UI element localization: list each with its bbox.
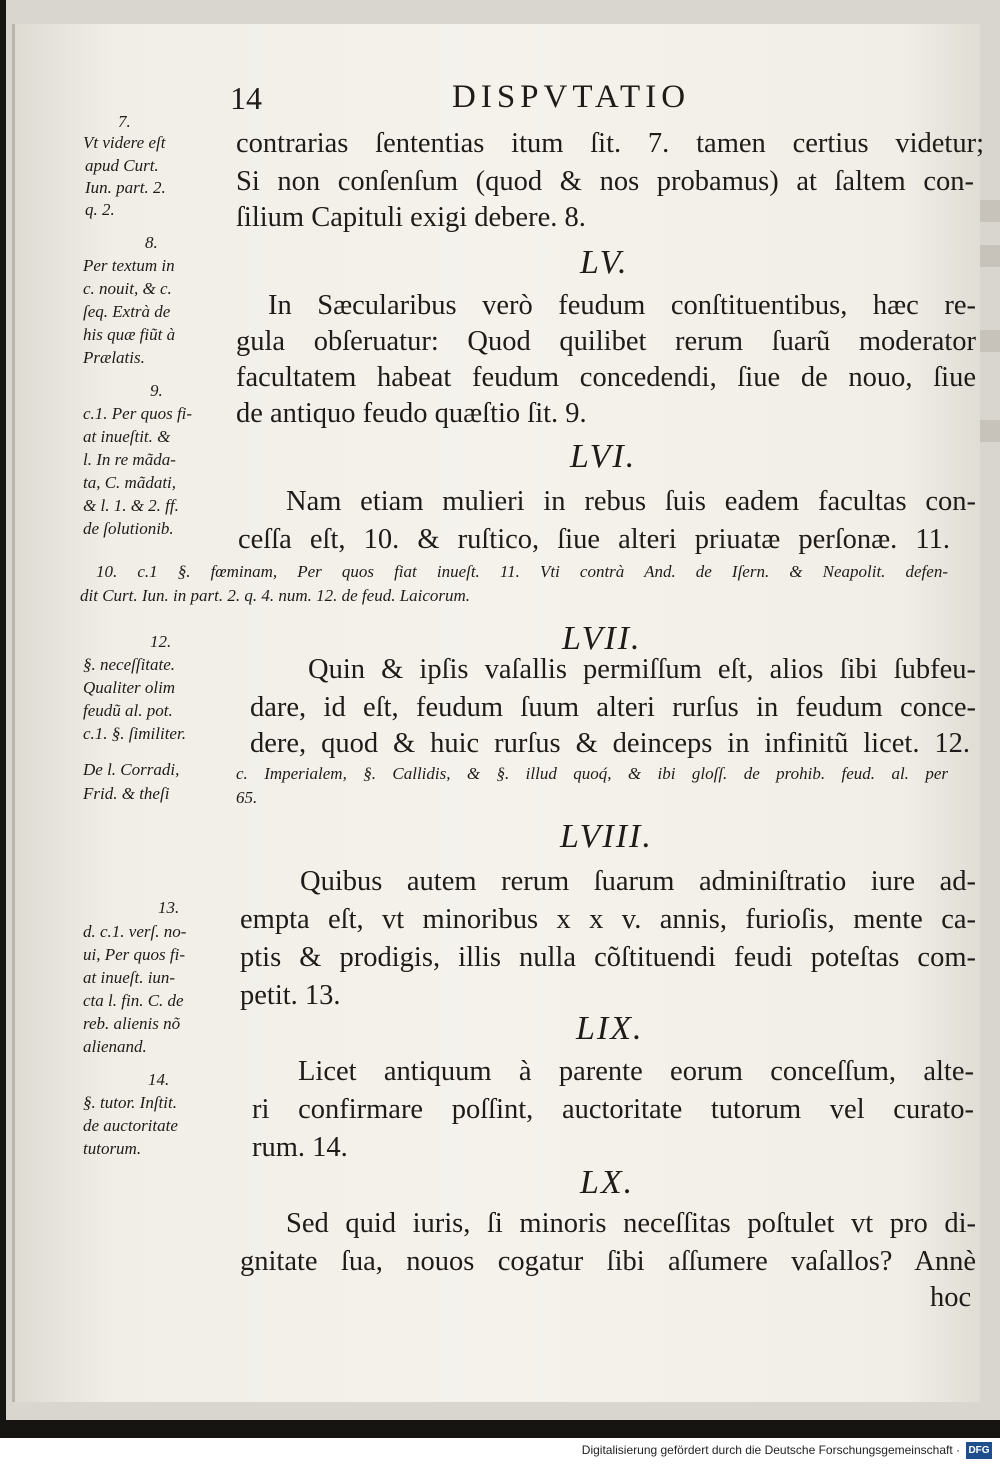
margin-note: 12. (150, 632, 172, 651)
margin-note: 7. (118, 112, 131, 131)
text-line: dare, id eſt, feudum ſuum alteri rurſus in feudum conce- (250, 692, 976, 723)
footer-bar (0, 1438, 1000, 1464)
footnote-line: 65. (236, 788, 258, 807)
page-number: 14 (230, 80, 262, 116)
text-line: empta eſt, vt minoribus x x v. annis, furioſis, mente ca- (240, 904, 976, 935)
text-line: Quibus autem rerum ſuarum adminiſtratio iure ad- (300, 866, 976, 897)
margin-note: cta l. fin. C. de (83, 991, 184, 1010)
margin-note: at inueſtit. & (83, 427, 171, 446)
section-heading-lix: LIX. (576, 1010, 644, 1047)
text-line: facultatem habeat feudum concedendi, ſiue de nouo, ſiue (236, 362, 976, 393)
margin-note: ui, Per quos fi- (83, 945, 185, 964)
margin-note: ta, C. mãdati, (83, 473, 177, 492)
margin-note: Qualiter olim (83, 678, 176, 697)
text-line: Nam etiam mulieri in rebus ſuis eadem facultas con- (286, 486, 976, 517)
footnote-line: 10. c.1 §. fœminam, Per quos fiat inueſt. 11. Vti contrà And. de Iſern. & Neapolit. defen- (96, 562, 948, 581)
section-heading-lviii: LVIII. (560, 818, 653, 855)
margin-note: Per textum in (83, 256, 175, 275)
text-line: gula obſeruatur: Quod quilibet rerum ſuarũ moderator (236, 326, 976, 357)
text-line: Si non conſenſum (quod & nos probamus) at ſaltem con- (236, 166, 974, 197)
margin-note: c. nouit, & c. (83, 279, 172, 298)
margin-note: q. 2. (85, 200, 115, 219)
catchword: hoc (930, 1282, 972, 1313)
margin-note: de auctoritate (83, 1116, 178, 1135)
margin-note: §. tutor. Inſtit. (83, 1093, 177, 1112)
margin-note: at inueſt. iun- (83, 968, 176, 987)
margin-note: l. In re mãda- (83, 450, 176, 469)
margin-note: Prælatis. (83, 348, 145, 367)
margin-note: de ſolutionib. (83, 519, 174, 538)
text-line: ri confirmare poſſint, auctoritate tutorum vel curato- (252, 1094, 974, 1125)
margin-note: apud Curt. (85, 156, 159, 175)
margin-note: Frid. & theſi (83, 784, 170, 803)
margin-note: §. neceſſitate. (83, 655, 176, 674)
section-heading-lvi: LVI. (570, 438, 637, 475)
text-line: Licet antiquum à parente eorum conceſſum, alte- (298, 1056, 974, 1087)
margin-note: De l. Corradi, (83, 760, 180, 779)
text-line: petit. 13. (240, 980, 341, 1011)
text-line: Sed quid iuris, ſi minoris neceſſitas poſtulet vt pro di- (286, 1208, 976, 1239)
text-line: In Sæcularibus verò feudum conſtituentibus, hæc re- (268, 290, 976, 321)
text-line: ſilium Capituli exigi debere. 8. (236, 202, 586, 233)
margin-note: 14. (148, 1070, 170, 1089)
margin-note: 8. (145, 233, 158, 252)
margin-note: Vt videre eſt (83, 133, 166, 152)
text-line: Quin & ipſis vaſallis permiſſum eſt, alios ſibi ſubfeu- (308, 654, 976, 685)
text-line: contrarias ſententias itum ſit. 7. tamen certius videtur; (236, 128, 984, 159)
section-heading-lx: LX. (580, 1164, 635, 1201)
section-heading-lvii: LVII. (562, 620, 642, 657)
margin-note: d. c.1. verſ. no- (83, 922, 187, 941)
margin-note: c.1. Per quos fi- (83, 404, 193, 423)
footnote-line: c. Imperialem, §. Callidis, & §. illud quoq́, & ibi gloſſ. de prohib. feud. al. per (236, 764, 948, 783)
margin-note: reb. alienis nõ (83, 1014, 181, 1033)
running-title: DISPVTATIO (452, 79, 691, 115)
text-line: ceſſa eſt, 10. & ruſtico, ſiue alteri priuatæ perſonæ. 11. (238, 524, 950, 555)
text-line: ptis & prodigis, illis nulla cõſtituendi feudi poteſtas com- (240, 942, 976, 973)
margin-note: his quæ fiũt à (83, 325, 176, 344)
margin-note: 9. (150, 381, 163, 400)
margin-note: Iun. part. 2. (85, 178, 166, 197)
margin-note: c.1. §. ſimiliter. (83, 724, 186, 743)
margin-note: & l. 1. & 2. ff. (83, 496, 179, 515)
margin-note: tutorum. (83, 1139, 142, 1158)
text-line: gnitate ſua, nouos cogatur ſibi aſſumere vaſallos? Annè (240, 1246, 976, 1277)
footer-credit: Digitalisierung gefördert durch die Deutsche Forschungsgemeinschaft · (581, 1443, 960, 1457)
dfg-logo: DFG (966, 1442, 992, 1459)
margin-note: feudũ al. pot. (83, 701, 173, 720)
margin-note: alienand. (83, 1037, 147, 1056)
text-line: rum. 14. (252, 1132, 348, 1163)
footnote-line: dit Curt. Iun. in part. 2. q. 4. num. 12. de feud. Laicorum. (80, 586, 471, 605)
section-heading-lv: LV. (580, 244, 629, 281)
margin-note: ſeq. Extrà de (83, 302, 171, 321)
text-line: de antiquo feudo quæſtio ſit. 9. (236, 398, 587, 429)
margin-note: 13. (158, 898, 180, 917)
text-line: dere, quod & huic rurſus & deinceps in infinitũ licet. 12. (250, 728, 970, 759)
